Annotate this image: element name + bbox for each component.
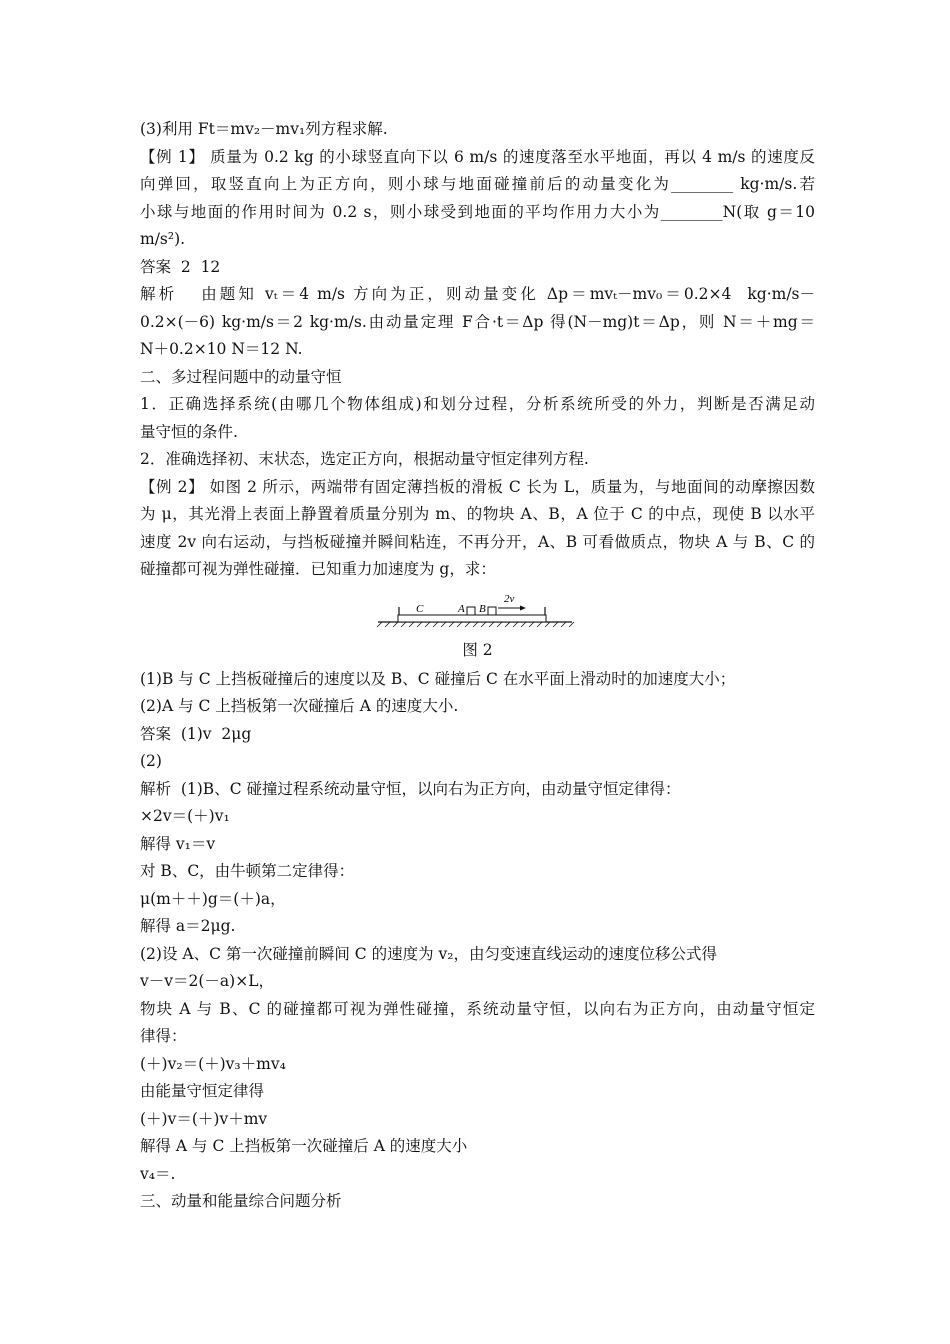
- section-heading: 三、动量和能量综合问题分析: [140, 1192, 342, 1210]
- text-line: 由能量守恒定律得: [140, 1082, 265, 1100]
- text-line: N＋0.2×10 N＝12 N.: [140, 340, 303, 358]
- text-line: 碰撞都可视为弹性碰撞．已知重力加速度为 g，求：: [140, 560, 496, 578]
- ground-hatching: [377, 622, 574, 627]
- figure-caption: 图 2: [462, 640, 493, 659]
- label-c: C: [416, 602, 424, 615]
- text-line: (2)A 与 C 上挡板第一次碰撞后 A 的速度大小.: [140, 697, 459, 715]
- text-line: 对 B、C，由牛顿第二定律得：: [140, 862, 355, 880]
- text-line: 1．正确选择系统(由哪几个物体组成)和划分过程，分析系统所受的外力，判断是否满足动: [140, 395, 815, 413]
- equation-line: (＋)v₂＝(＋)v₃＋mv₄: [140, 1054, 286, 1073]
- text-line: 0.2×(－6) kg·m/s＝2 kg·m/s.由动量定理 F合·t＝Δp 得(N－mg)t＝Δp，则 N＝＋mg＝: [140, 312, 815, 331]
- equation-line: v－v＝2(－a)×L，: [140, 972, 274, 990]
- board-c: [398, 615, 546, 622]
- text-line: (1)B 与 C 上挡板碰撞后的速度以及 B、C 碰撞后 C 在水平面上滑动时的加速度大小；: [140, 669, 736, 688]
- text-line: (2): [140, 752, 162, 770]
- text-line: (3)利用 Ft＝mv₂－mv₁列方程求解.: [140, 120, 388, 138]
- analysis-line: 解析 由题知 vₜ＝4 m/s 方向为正，则动量变化 Δp＝mvₜ－mv₀＝0.2×4 kg·m/s－: [140, 285, 815, 303]
- answer-line: 答案 2 12: [140, 257, 221, 276]
- example-2-line: 【例 2】 如图 2 所示，两端带有固定薄挡板的滑板 C 长为 L，质量为，与地面间的动摩擦因数: [140, 477, 815, 496]
- equation-line: 解得 a＝2μg.: [140, 917, 236, 935]
- document-page: [140, 116, 815, 1216]
- label-b: B: [479, 602, 486, 615]
- answer-line: 答案 (1)v 2μg: [140, 724, 252, 743]
- section-heading: 二、多过程问题中的动量守恒: [140, 367, 342, 386]
- analysis-line: 解析 (1)B、C 碰撞过程系统动量守恒，以向右为正方向，由动量守恒定律得：: [140, 779, 681, 798]
- label-velocity: 2v: [504, 592, 515, 605]
- text-line: m/s²).: [140, 230, 186, 248]
- velocity-arrowhead: [520, 605, 526, 610]
- text-line: 速度 2v 向右运动，与挡板碰撞并瞬间粘连，不再分开，A、B 可看做质点，物块 A 与 B、C 的: [140, 532, 815, 551]
- text-line: (2)设 A、C 第一次碰撞前瞬间 C 的速度为 v₂，由匀变速直线运动的速度位移公式得: [140, 944, 717, 963]
- text-line: 为 μ，其光滑上表面上静置着质量分别为 m、的物块 A、B，A 位于 C 的中点，现使 B 以水平: [140, 505, 815, 523]
- sliding-board-diagram: [140, 588, 815, 638]
- equation-line: 解得 v₁＝v: [140, 834, 216, 853]
- example-1-line: 【例 1】 质量为 0.2 kg 的小球竖直向下以 6 m/s 的速度落至水平地面，再以 4 m/s 的速度反: [140, 147, 815, 166]
- equation-line: μ(m＋＋)g＝(＋)a，: [140, 889, 286, 908]
- block-a: [467, 607, 475, 615]
- text-line: 律得：: [140, 1027, 187, 1045]
- text-line: 量守恒的条件.: [140, 422, 238, 441]
- text-line: 向弹回，取竖直向上为正方向，则小球与地面碰撞前后的动量变化为________ kg·m/s.若: [140, 175, 815, 193]
- equation-line: (＋)v＝(＋)v＋mv: [140, 1109, 268, 1128]
- text-line: 解得 A 与 C 上挡板第一次碰撞后 A 的速度大小: [140, 1137, 468, 1155]
- figure-2-diagram: [140, 588, 815, 638]
- block-b: [488, 607, 496, 615]
- text-line: 物块 A 与 B、C 的碰撞都可视为弹性碰撞，系统动量守恒，以向右为正方向，由动量守恒定: [140, 999, 815, 1018]
- equation-line: v₄＝.: [140, 1164, 176, 1183]
- text-line: 2．准确选择初、末状态，选定正方向，根据动量守恒定律列方程.: [140, 450, 589, 468]
- equation-line: ×2v＝(＋)v₁: [140, 807, 230, 825]
- text-line: 小球与地面的作用时间为 0.2 s，则小球受到地面的平均作用力大小为________N(取 g＝10: [140, 202, 815, 221]
- label-a: A: [458, 602, 465, 615]
